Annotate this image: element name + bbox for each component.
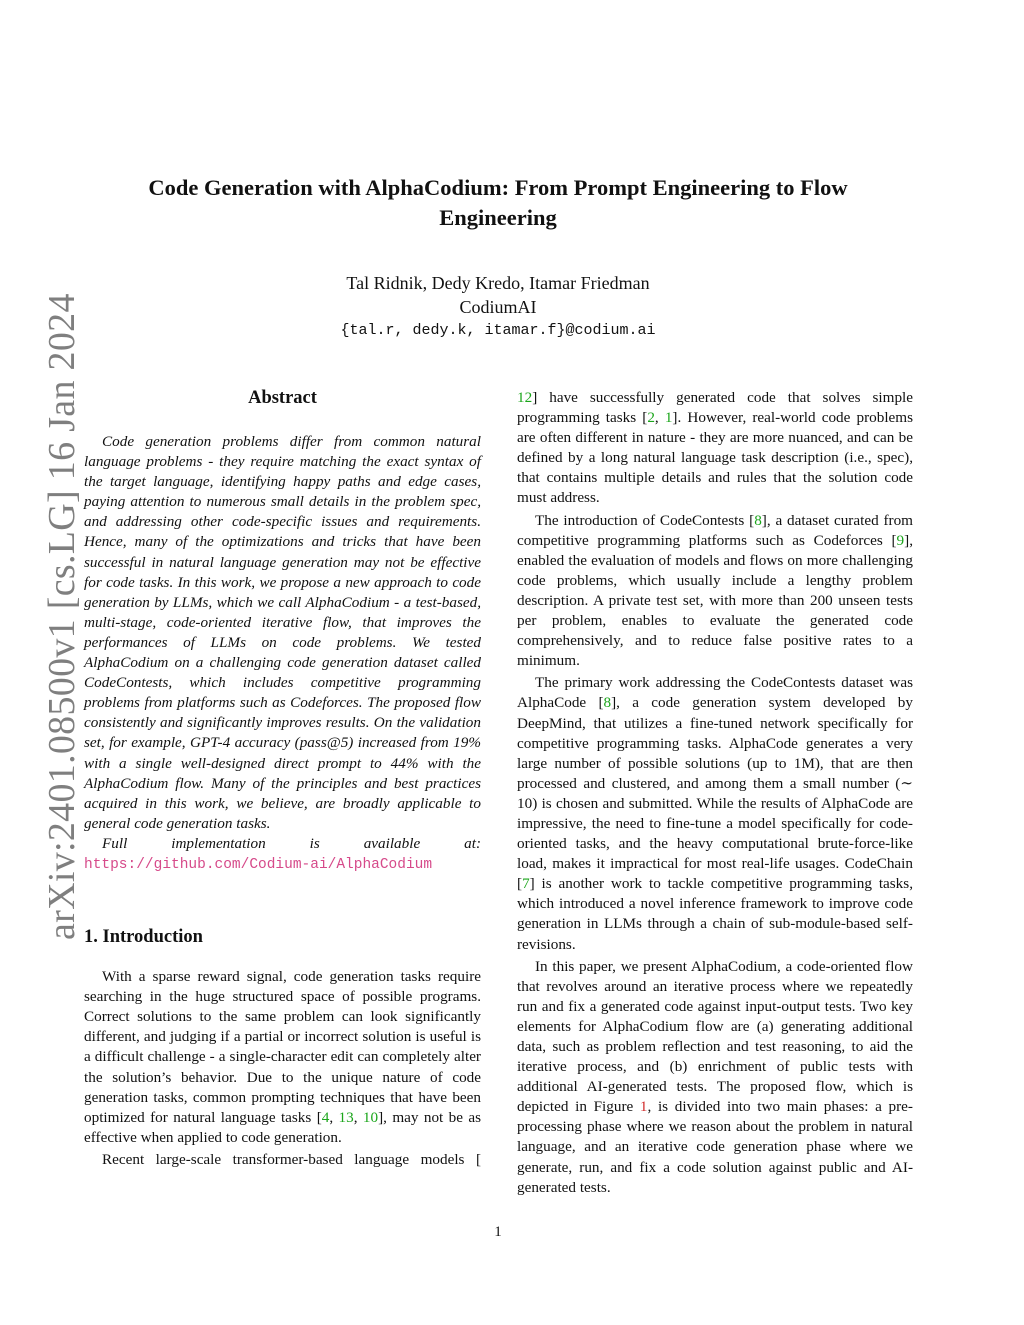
abstract-text: Code generation problems differ from common natural language problems - they require matching the exact syntax of the target language, identifying happy paths and edge cases, paying attention to numerous small details in the problem spec, and addressing other code-specific issues and requirements. Hence, many of the optimizations and tricks that have been successful in natural language generation may not be effective for code tasks. In this work, we propose a new approach to code generation by LLMs, which we call AlphaCodium - a test-based, multi-stage, code-oriented iterative flow, that improves the performances of LLMs on code problems. We tested AlphaCodium on a challenging code generation dataset called CodeContests, which includes competitive programming problems from platforms such as Codeforces. The proposed flow consistently and significantly improves results. On the validation set, for example, GPT-4 accuracy (pass@5) increased from 19% with a single well-designed direct prompt to 44% with the AlphaCodium flow. Many of the principles and best practices acquired in this work, we believe, are broadly applicable to general code generation tasks. [84, 433, 481, 832]
intro-paragraph-1: With a sparse reward signal, code generation tasks require searching in the huge structured space of possible programs. Correct solutions to the same problem can look significantly different, and judging if a partial or incorrect solution is useful is a difficult challenge - a single-character edit can completely alter the solution’s behavior. Due to the unique nature of code generation tasks, common prompting techniques that have been optimized for natural language tasks [4, 13, 10], may not be as effective when applied to code generation. [84, 968, 482, 1146]
implementation-label: Full implementation is available at: [102, 834, 481, 852]
page-number: 1 [494, 1224, 502, 1240]
paper-title: Code Generation with AlphaCodium: From Prompt Engineering to Flow Engineering [148, 175, 848, 230]
citation-link[interactable]: 4 [321, 1108, 330, 1126]
author-emails: {tal.r, dedy.k, itamar.f}@codium.ai [340, 322, 656, 339]
abstract-heading: Abstract [248, 388, 317, 408]
author-names: Tal Ridnik, Dedy Kredo, Itamar Friedman [346, 273, 650, 293]
left-column [84, 386, 481, 1172]
citation-link[interactable]: 13 [338, 1108, 354, 1126]
citation-link[interactable]: 8 [754, 511, 762, 529]
implementation-note [84, 834, 481, 875]
figure-reference-link[interactable]: 1 [639, 1098, 648, 1116]
intro-paragraph-4: The primary work addressing the CodeContests dataset was AlphaCode [8], a code generation system developed by DeepMind, that utilizes a fine-tuned network specifically for competitive programming tasks. AlphaCode generates a very large number of possible solutions (up to 1M), that are then processed and clustered, and among them a small number (∼ 10) is chosen and submitted. While the results of AlphaCode are impressive, the need to fine-tune a model specifically for code-oriented tasks, and the heavy computational brute-force-like load, makes it impractical for most real-life usages. CodeChain [7] is another work to tackle competitive programming tasks, which introduced a novel inference framework to improve code generation in LLMs through a chain of sub-module-based self-revisions. [517, 674, 913, 953]
arxiv-identifier: arXiv:2401.08500v1 [cs.LG] 16 Jan 2024 [41, 293, 83, 940]
intro-paragraph-5: In this paper, we present AlphaCodium, a code-oriented flow that revolves around an iterative process where we repeatedly run and fix a generated code against input-output tests. Two key elements for AlphaCodium flow are (a) generating additional data, such as problem reflection and test reasoning, to aid the iterative process, and (b) enrichment of public tests with additional AI-generated tests. The proposed flow, which is depicted in Figure 1, is divided into two main phases: a pre-processing phase where we reason about the problem in natural language, and an iterative code generation phase where we generate, run, and fix a code solution against public and AI-generated tests. [517, 957, 913, 1196]
right-column [517, 388, 913, 1200]
citation-link[interactable]: 9 [896, 531, 905, 549]
intro-paragraph-2-start: Recent large-scale transformer-based language models [ [102, 1150, 481, 1168]
intro-paragraph-3: The introduction of CodeContests [8], a dataset curated from competitive programming platforms such as Codeforces [9], enabled the evaluation of models and flows on more challenging code problems, which usually include a lengthy problem description. A private test set, with more than 200 unseen tests per problem, enables to evaluate the generated code comprehensively, and to reduce false positive rates to a minimum. [517, 511, 913, 670]
citation-link[interactable]: 8 [603, 694, 612, 712]
intro-paragraph-2-cont: 12] have successfully generated code that solves simple programming tasks [2, 1]. However, real-world code problems are often different in nature - they are more nuanced, and can be defined by a long natural language task description (i.e., spec), that contains multiple details and rules that the solution code must address. [517, 389, 913, 507]
citation-link[interactable]: 10 [362, 1108, 379, 1126]
github-link[interactable]: https://github.com/Codium-ai/AlphaCodium [84, 856, 433, 873]
citation-link[interactable]: 12 [517, 389, 533, 406]
author-block [200, 271, 796, 319]
citation-link[interactable]: 7 [522, 875, 530, 893]
section-heading-introduction: 1. Introduction [84, 927, 203, 948]
citation-link[interactable]: 1 [664, 409, 673, 427]
affiliation: CodiumAI [459, 297, 537, 317]
citation-link[interactable]: 2 [647, 409, 655, 427]
